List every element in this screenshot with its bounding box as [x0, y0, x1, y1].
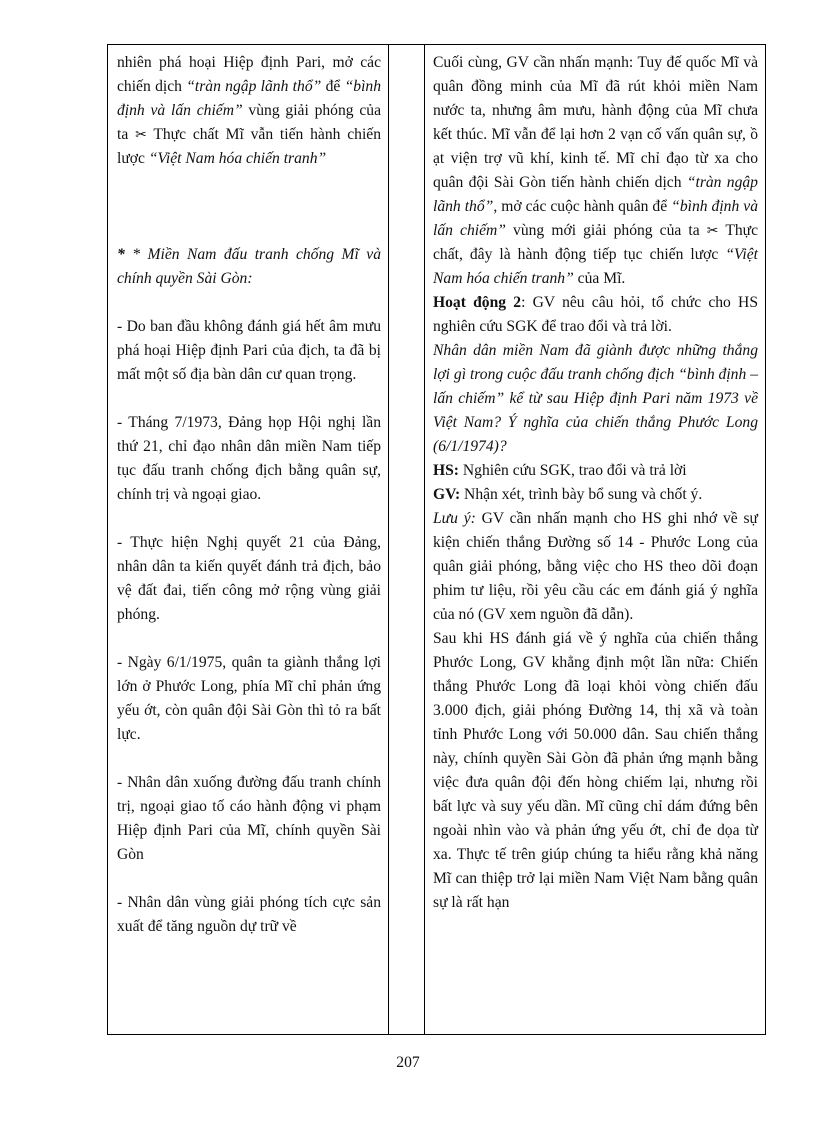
- left-item-3: - Thực hiện Nghị quyết 21 của Đảng, nhân dân ta kiến quyết đánh trả địch, bảo vệ đất đai, tiến công mở rộng vùng giải phóng.: [117, 534, 381, 623]
- question-paragraph: Nhân dân miền Nam đã giành được những thắng lợi gì trong cuộc đấu tranh chống địch “bình định – lấn chiếm” kể từ sau Hiệp định Pari năm 1973 về Việt Nam? Ý nghĩa của chiến thắng Phước Long (6/1/1974)?: [433, 342, 758, 455]
- right-column: [425, 45, 765, 1034]
- hs-paragraph: HS: Nghiên cứu SGK, trao đổi và trả lời: [433, 462, 687, 479]
- scissors-arrow-icon: ✂: [706, 223, 719, 239]
- conclusion-paragraph: Sau khi HS đánh giá về ý nghĩa của chiến thắng Phước Long, GV khẳng định một lần nữa: Chiến thắng Phước Long đã loại khỏi vòng chiến đấu 3.000 địch, giải phóng Đường 14, thị xã và toàn tỉnh Phước Long với 50.000 dân. Sau chiến thắng này, chính quyền Sài Gòn đã phản ứng mạnh bằng việc đưa quân đội đến hòng chiếm lại, nhưng rồi bất lực và suy yếu dần. Mĩ cũng chỉ dám đứng bên ngoài nhìn vào và phản ứng yếu ớt, chỉ đe dọa từ xa. Thực tế trên giúp chúng ta hiểu rằng khả năng Mĩ can thiệp trở lại miền Nam Việt Nam bằng quân sự là rất hạn: [433, 630, 758, 911]
- intro-paragraph: nhiên phá hoại Hiệp định Pari, mở các chiến dịch “tràn ngập lãnh thổ” để “bình định và lấn chiếm” vùng giải phóng của ta ✂ Thực chất Mĩ vẫn tiến hành chiến lược “Việt Nam hóa chiến tranh”: [117, 54, 382, 167]
- scissors-arrow-icon: ✂: [135, 127, 147, 143]
- page-number: 207: [396, 1054, 420, 1071]
- note-paragraph: Lưu ý: GV cần nhấn mạnh cho HS ghi nhớ về sự kiện chiến thắng Đường số 14 - Phước Long của quân giải phóng, bằng việc cho HS theo dõi đoạn phim tư liệu, rồi yêu cầu các em đánh giá ý nghĩa của nó (GV xem nguồn đã dẫn).: [433, 510, 758, 623]
- left-item-2: - Tháng 7/1973, Đảng họp Hội nghị lần thứ 21, chỉ đạo nhân dân miền Nam tiếp tục đấu tranh chống địch bằng quân sự, chính trị và ngoại giao.: [117, 414, 381, 503]
- gv-paragraph: GV: Nhận xét, trình bày bổ sung và chốt ý.: [433, 486, 703, 503]
- left-item-1: - Do ban đầu không đánh giá hết âm mưu phá hoại Hiệp định Pari của địch, ta đã bị mất một số địa bàn dân cư quan trọng.: [117, 318, 381, 383]
- teacher-summary-paragraph: Cuối cùng, GV cần nhấn mạnh: Tuy đế quốc Mĩ và quân đồng minh của Mĩ đã rút khỏi miền Nam nước ta, nhưng âm mưu, hành động của Mĩ chưa kết thúc. Mĩ vẫn để lại hơn 2 vạn cố vấn quân sự, ồ ạt viện trợ vũ khí, kinh tế. Mĩ chỉ đạo từ xa cho quân đội Sài Gòn tiến hành chiến dịch “tràn ngập lãnh thổ”, mở các cuộc hành quân để “bình định và lấn chiếm” vùng mới giải phóng của ta ✂ Thực chất, đây là hành động tiếp tục chiến lược “Việt Nam hóa chiến tranh” của Mĩ.: [433, 54, 759, 287]
- section-heading: * * Miền Nam đấu tranh chống Mĩ và chính quyền Sài Gòn:: [117, 246, 381, 287]
- activity-2-paragraph: Hoạt động 2: GV nêu câu hỏi, tổ chức cho HS nghiên cứu SGK để trao đổi và trả lời.: [433, 294, 758, 335]
- left-item-6: - Nhân dân vùng giải phóng tích cực sản xuất để tăng nguồn dự trữ về: [117, 894, 381, 935]
- left-item-4: - Ngày 6/1/1975, quân ta giành thắng lợi lớn ở Phước Long, phía Mĩ chỉ phản ứng yếu ớt, còn quân đội Sài Gòn thì tỏ ra bất lực.: [117, 654, 381, 743]
- left-item-5: - Nhân dân xuống đường đấu tranh chính trị, ngoại giao tố cáo hành động vi phạm Hiệp định Pari của Mĩ, chính quyền Sài Gòn: [117, 774, 381, 863]
- left-column: [108, 45, 389, 1034]
- content-table: [107, 44, 766, 1035]
- middle-column: [389, 45, 425, 1034]
